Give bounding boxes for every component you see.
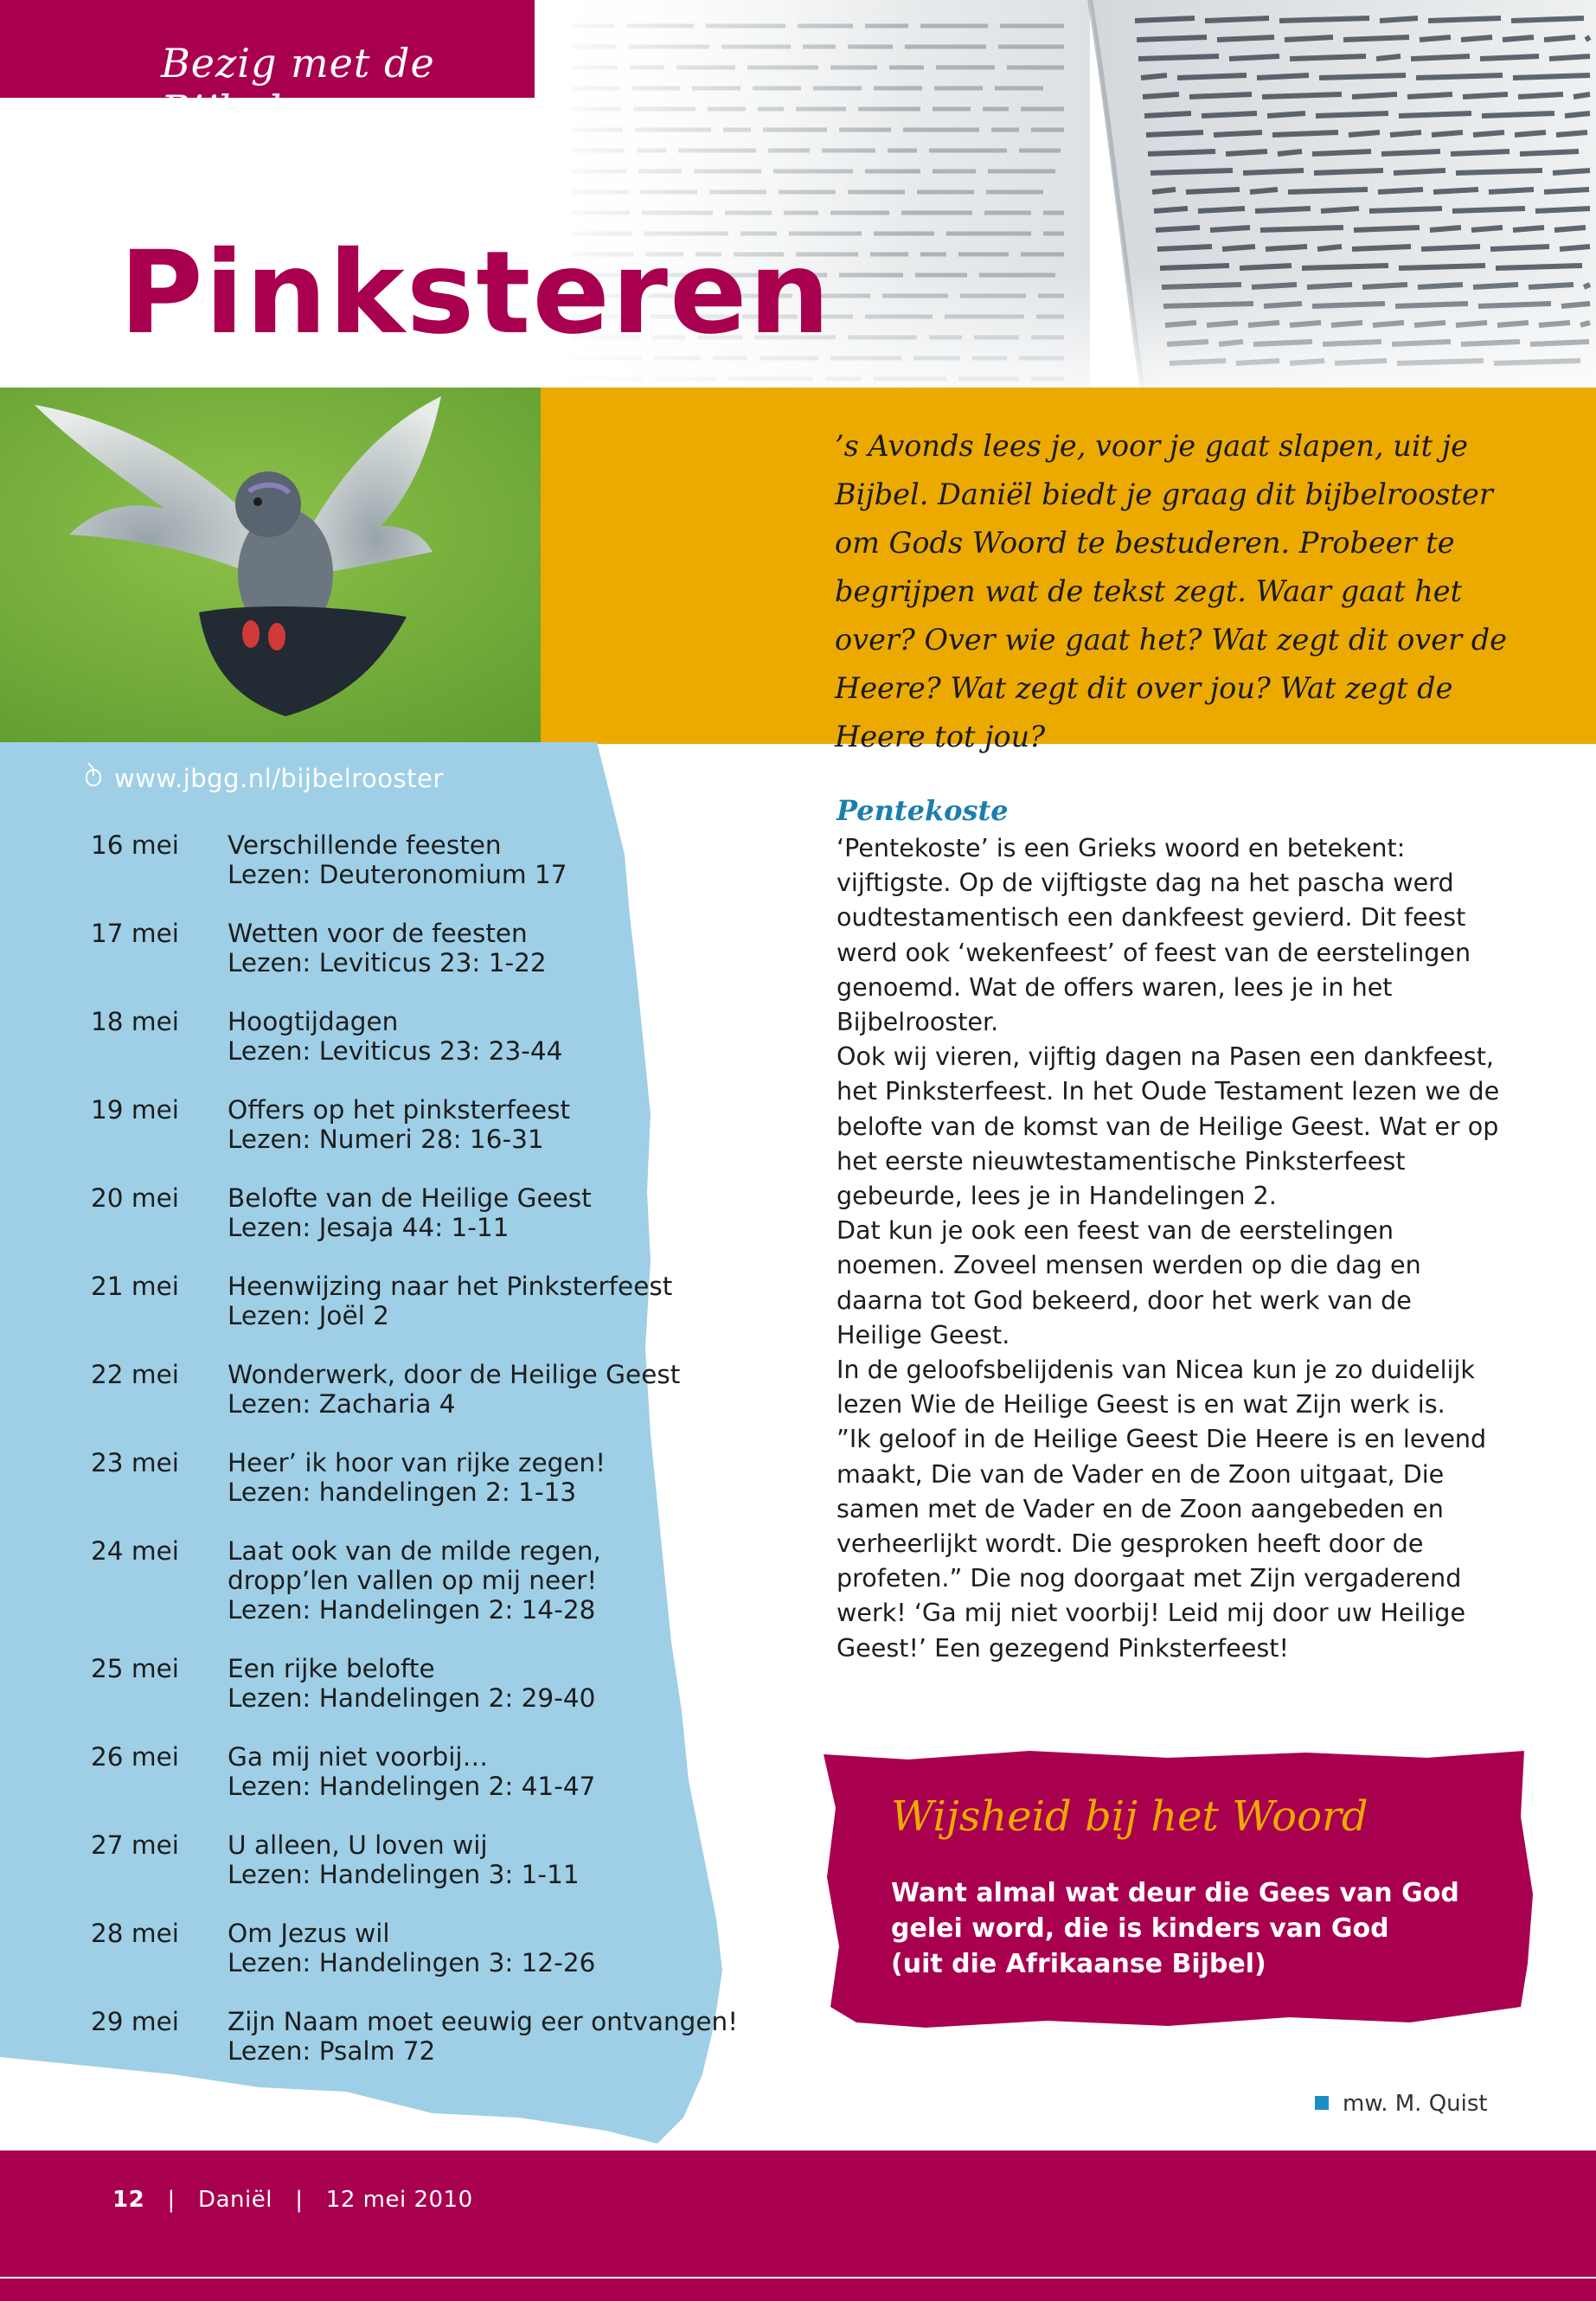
schedule-reading: Lezen: Numeri 28: 16-31 (228, 1125, 544, 1154)
schedule-reading: Lezen: Handelingen 2: 14-28 (228, 1595, 596, 1625)
schedule-topic: Ga mij niet voorbij… (228, 1742, 489, 1772)
footer-text: 12 | Daniël | 12 mei 2010 (112, 2187, 473, 2213)
schedule-topic: U alleen, U loven wij (228, 1830, 488, 1860)
schedule-text (228, 1919, 781, 1977)
schedule-text (228, 1654, 781, 1713)
schedule-date: 19 mei (91, 1095, 179, 1125)
schedule-reading: Lezen: handelingen 2: 1-13 (228, 1477, 577, 1507)
section-label: Bezig met de Bijbel (161, 40, 435, 133)
footer (0, 2150, 1596, 2301)
schedule-topic: Verschillende feesten (228, 830, 502, 860)
wisdom-text (891, 1875, 1479, 1982)
schedule-date: 24 mei (91, 1536, 179, 1566)
schedule-text (228, 1448, 781, 1507)
schedule-reading: Lezen: Joël 2 (228, 1301, 389, 1330)
schedule-topic: Offers op het pinksterfeest (228, 1095, 571, 1125)
schedule-topic: Een rijke belofte (228, 1654, 435, 1683)
article-paragraph: ‘Pentekoste’ is een Grieks woord en betekent: vijftigste. Op de vijftigste dag na het pascha werd oudtestamentisch een dankfeest gevierd. Dit feest werd ook ‘wekenfeest’ of feest van de eerstelingen genoemd. Wat de offers waren, lees je in het Bijbelrooster. (836, 833, 1471, 1037)
article-paragraph: ”Ik geloof in de Heilige Geest Die Heere is en levend maakt, Die van de Vader en de Zoon uitgaat, Die samen met de Vader en de Zoon aangebeden en verheerlijkt wordt. Die gesproken heeft door de profeten.” Die nog doorgaat met Zijn vergaderend werk! ‘Ga mij niet voorbij! Leid mij door uw Heilige Geest!’ Een gezegend Pinksterfeest! (836, 1424, 1487, 1663)
mouse-icon (85, 763, 102, 793)
schedule-reading: Lezen: Deuteronomium 17 (228, 860, 567, 889)
schedule-text (228, 919, 781, 977)
article (836, 794, 1503, 1665)
schedule-text (228, 1360, 781, 1419)
schedule-text (228, 1742, 781, 1801)
schedule-text (228, 1095, 781, 1154)
wisdom-line: Want almal wat deur die Gees van God (891, 1878, 1459, 1908)
schedule-reading: Lezen: Leviticus 23: 23-44 (228, 1036, 563, 1066)
schedule-date: 16 mei (91, 830, 179, 860)
schedule-reading: Lezen: Handelingen 2: 41-47 (228, 1772, 596, 1801)
schedule-reading: Lezen: Handelingen 3: 1-11 (228, 1860, 580, 1889)
schedule-topic: Heenwijzing naar het Pinksterfeest (228, 1272, 673, 1301)
intro-box (541, 388, 1596, 753)
schedule-date: 23 mei (91, 1448, 179, 1477)
schedule-date: 20 mei (91, 1183, 179, 1213)
schedule-date: 26 mei (91, 1742, 179, 1772)
schedule-topic: Laat ook van de milde regen, (228, 1536, 601, 1566)
schedule-topic: Hoogtijdagen (228, 1007, 399, 1036)
website-link[interactable] (85, 763, 444, 793)
schedule-topic: Om Jezus wil (228, 1919, 390, 1948)
wisdom-line: (uit die Afrikaanse Bijbel) (891, 1949, 1266, 1979)
schedule-reading: Lezen: Handelingen 3: 12-26 (228, 1948, 596, 1977)
schedule-text (228, 830, 781, 889)
schedule-date: 17 mei (91, 919, 179, 948)
schedule-date: 29 mei (91, 2007, 179, 2036)
schedule-text (228, 1830, 781, 1889)
schedule-text (228, 2007, 781, 2066)
schedule-date: 25 mei (91, 1654, 179, 1683)
wisdom-line: gelei word, die is kinders van God (891, 1913, 1389, 1944)
schedule-topic: Zijn Naam moet eeuwig eer ontvangen! (228, 2007, 739, 2036)
dove-image (0, 388, 606, 742)
schedule-date: 21 mei (91, 1272, 179, 1301)
schedule-reading: Lezen: Zacharia 4 (228, 1389, 456, 1419)
page-number: 12 (112, 2187, 145, 2213)
issue-date: 12 mei 2010 (325, 2187, 473, 2213)
schedule-text (228, 1183, 781, 1242)
schedule-topic: Wonderwerk, door de Heilige Geest (228, 1360, 681, 1389)
article-paragraph: Ook wij vieren, vijftig dagen na Pasen een dankfeest, het Pinksterfeest. In het Oude Testament lezen we de belofte van de komst van de Heilige Geest. Wat er op het eerste nieuwtestamentische Pinksterfeest gebeurde, lees je in Handelingen 2. (836, 1042, 1500, 1211)
page-title: Pinksteren (119, 227, 832, 360)
author-credit (1315, 2091, 1488, 2117)
schedule-reading: Lezen: Leviticus 23: 1-22 (228, 948, 547, 977)
author-name: mw. M. Quist (1343, 2091, 1488, 2117)
wisdom-box (804, 1747, 1544, 2041)
schedule-date: 27 mei (91, 1830, 179, 1860)
schedule-text (228, 1272, 781, 1330)
bullet-square-icon (1315, 2096, 1329, 2110)
schedule-date: 28 mei (91, 1919, 179, 1948)
wisdom-title: Wijsheid bij het Woord (891, 1792, 1368, 1841)
schedule-date: 18 mei (91, 1007, 179, 1036)
schedule-reading: Lezen: Jesaja 44: 1-11 (228, 1213, 510, 1242)
schedule-text (228, 1007, 781, 1066)
schedule-topic: Heer’ ik hoor van rijke zegen! (228, 1448, 606, 1477)
section-tab (0, 0, 535, 133)
article-paragraph: Dat kun je ook een feest van de eerstelingen noemen. Zoveel mensen werden op die dag en daarna tot God bekeerd, door het werk van de Heilige Geest. (836, 1215, 1421, 1349)
schedule-topic: Belofte van de Heilige Geest (228, 1183, 592, 1213)
magazine-name: Daniël (198, 2187, 272, 2213)
intro-text: ’s Avonds lees je, voor je gaat slapen, uit je Bijbel. Daniël biedt je graag dit bijbelrooster om Gods Woord te bestuderen. Probeer te begrijpen wat de tekst zegt. Waar gaat het over? Over wie gaat het? Wat zegt dit over de Heere? Wat zegt dit over jou? Wat zegt de Heere tot jou? (835, 429, 1508, 753)
schedule-text (228, 1536, 781, 1625)
footer-divider (0, 2277, 1596, 2279)
schedule-date: 22 mei (91, 1360, 179, 1389)
schedule-reading: Lezen: Handelingen 2: 29-40 (228, 1683, 596, 1713)
schedule-topic: Wetten voor de feesten (228, 919, 528, 948)
schedule-topic: dropp’len vallen op mij neer! (228, 1566, 598, 1595)
schedule-reading: Lezen: Psalm 72 (228, 2036, 436, 2066)
website-link-text: www.jbgg.nl/bijbelrooster (114, 764, 444, 793)
article-paragraph: In de geloofsbelijdenis van Nicea kun je zo duidelijk lezen Wie de Heilige Geest is en wat Zijn werk is. (836, 1355, 1475, 1420)
article-heading: Pentekoste (836, 794, 1009, 827)
